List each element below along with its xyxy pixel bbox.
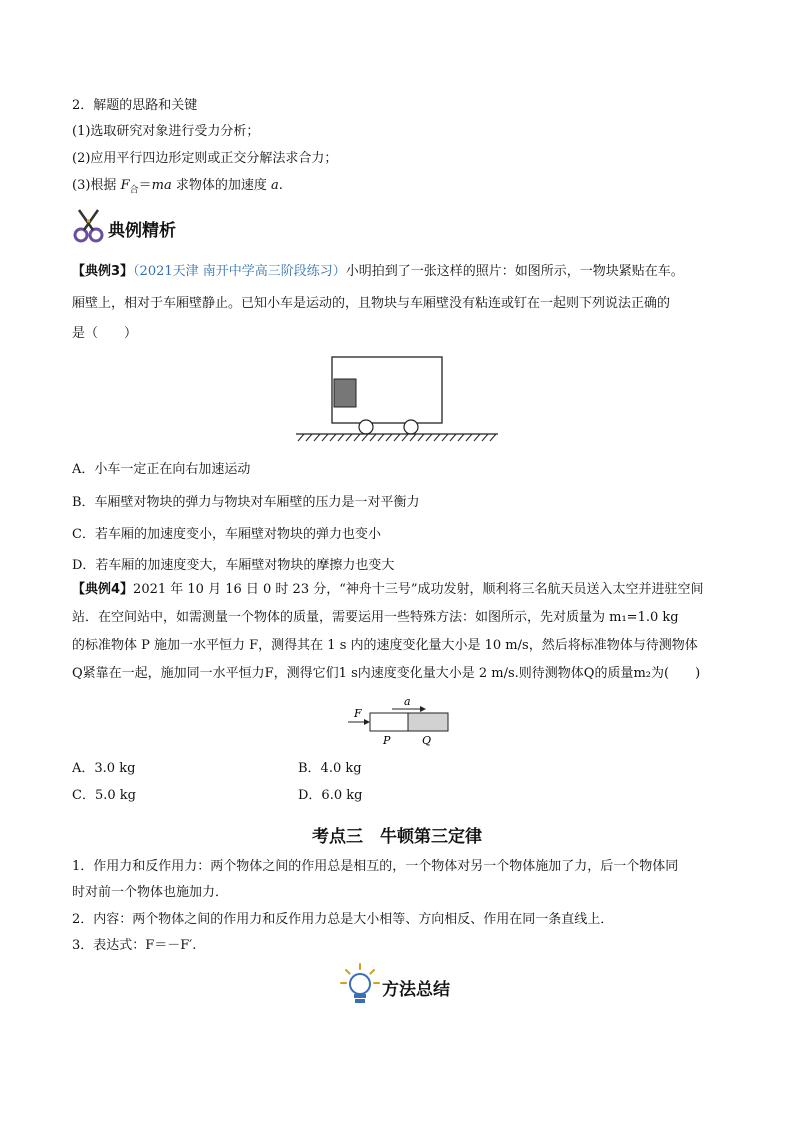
wheel-right	[404, 420, 418, 434]
step3-sub: 合	[129, 185, 139, 196]
example4-line2: 站．在空间站中，如需测量一个物体的质量，需要运用一些特殊方法：如图所示，先对质量为 m₁=1.0 kg	[72, 610, 679, 625]
intro-step-3	[72, 176, 283, 201]
example4-option-c: C．5.0 kg	[72, 788, 136, 803]
cart-figure	[292, 355, 502, 437]
blocks-figure	[346, 695, 456, 747]
fig-label-F: F	[354, 707, 362, 720]
example3-text1: 小明拍到了一张这样的照片：如图所示，一物块紧贴在车。	[345, 264, 684, 279]
fig-label-a: a	[404, 695, 411, 708]
fig-label-P: P	[383, 734, 391, 747]
wheel-left	[359, 420, 373, 434]
block	[334, 379, 356, 407]
example4-line4: Q紧靠在一起，施加同一水平恒力F，测得它们1 s内速度变化量大小是 2 m/s.则待测物体Q的质量m₂为( )	[72, 666, 701, 681]
example3-option-d: D．若车厢的加速度变大，车厢壁对物块的摩擦力也变大	[72, 558, 395, 573]
step3-eq: ＝	[138, 178, 152, 193]
force-arrowhead	[364, 719, 370, 725]
step3-a: a	[270, 178, 279, 193]
block-P	[370, 713, 408, 731]
example4-line1	[72, 580, 704, 600]
ground-hatch	[298, 434, 496, 441]
step3-ma: ma	[151, 178, 172, 193]
lightbulb-icon	[340, 962, 380, 1006]
example3-line1	[72, 262, 684, 282]
example3-line2: 厢壁上，相对于车厢壁静止。已知小车是运动的，且物块与车厢壁没有粘连或钉在一起则下列说法正确的	[72, 296, 671, 311]
section3-p1a: 1．作用力和反作用力：两个物体之间的作用总是相互的，一个物体对另一个物体施加了力，后一个物体同	[72, 859, 679, 874]
accel-arrowhead	[420, 706, 426, 712]
banner-method-summary: 方法总结	[382, 980, 450, 1000]
step3-end: .	[278, 178, 283, 193]
fig-label-Q: Q	[422, 734, 432, 747]
example4-option-a: A．3.0 kg	[72, 761, 136, 776]
example3-option-c: C．若车厢的加速度变小，车厢壁对物块的弹力也变小	[72, 527, 381, 542]
intro-heading: 2．解题的思路和关键	[72, 98, 198, 113]
example4-text1: 2021 年 10 月 16 日 0 时 23 分，“神舟十三号”成功发射，顺利将三名航天员送入太空并进驻空间	[133, 582, 704, 597]
section3-p1b: 时对前一个物体也施加力．	[72, 885, 229, 900]
intro-step-1: (1)选取研究对象进行受力分析；	[72, 124, 260, 139]
example3-option-a: A．小车一定正在向右加速运动	[72, 462, 251, 477]
example4-line3: 的标准物体 P 施加一水平恒力 F，测得其在 1 s 内的速度变化量大小是 10 m/s，然后将标准物体与待测物体	[72, 638, 698, 653]
example3-label: 【典例3】	[72, 264, 134, 279]
example3-line3: 是（ ）	[72, 326, 138, 341]
section3-title: 考点三 牛顿第三定律	[312, 827, 482, 847]
example4-label: 【典例4】	[72, 582, 134, 597]
section3-p2: 2．内容：两个物体之间的作用力和反作用力总是大小相等、方向相反、作用在同一条直线上．	[72, 912, 614, 927]
step3-pre: (3)根据	[72, 178, 121, 193]
section3-p3: 3．表达式：F＝－F′.	[72, 938, 197, 953]
banner-typical-examples: 典例精析	[108, 221, 176, 241]
intro-step-2: (2)应用平行四边形定则或正交分解法求合力；	[72, 151, 338, 166]
example4-option-d: D．6.0 kg	[298, 788, 363, 803]
example3-option-b: B．车厢壁对物块的弹力与物块对车厢壁的压力是一对平衡力	[72, 495, 420, 510]
scissors-icon	[72, 206, 106, 244]
block-Q	[408, 713, 448, 731]
step3-F: F	[120, 178, 130, 193]
example3-source: （2021天津 南开中学高三阶段练习）	[133, 264, 346, 279]
step3-post: 求物体的加速度	[171, 178, 271, 193]
example4-option-b: B．4.0 kg	[298, 761, 362, 776]
